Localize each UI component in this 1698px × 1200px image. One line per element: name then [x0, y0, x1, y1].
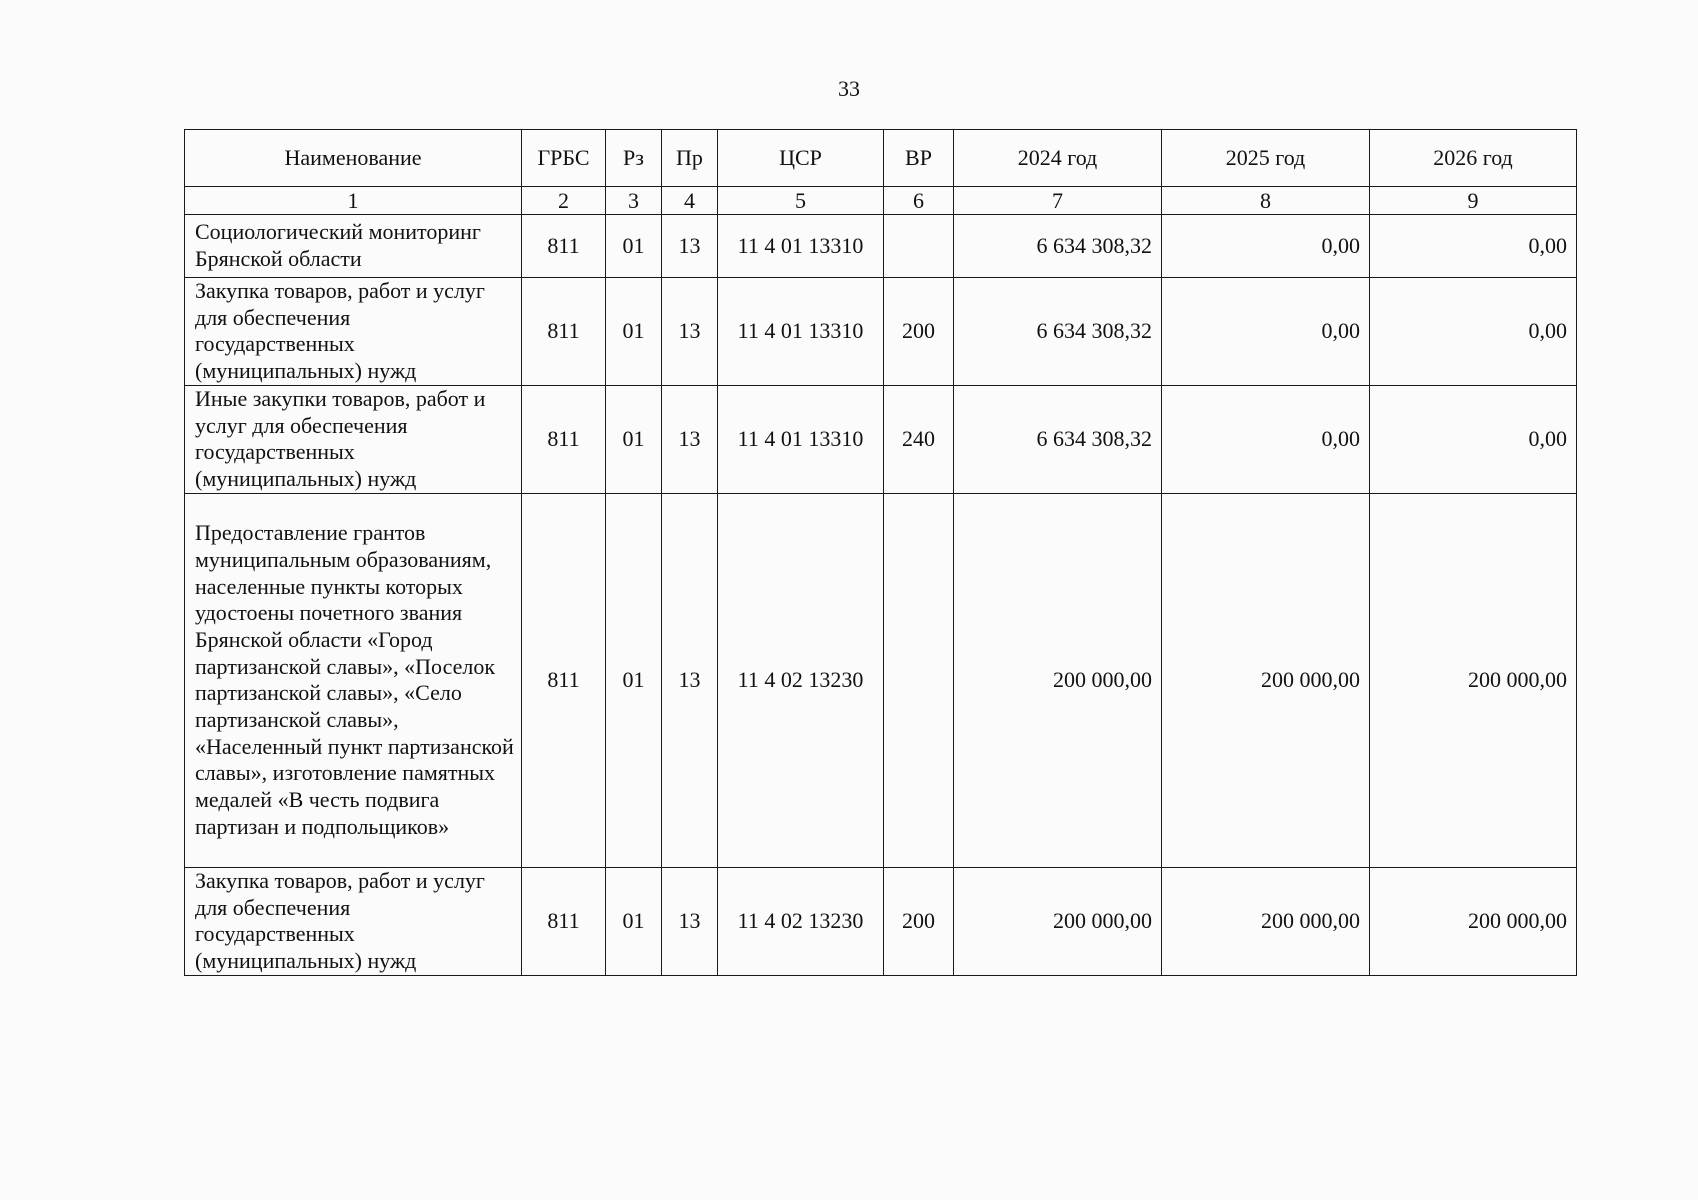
column-number: 2 — [522, 187, 606, 215]
row-name: Социологический мониторинг Брянской области — [185, 215, 522, 278]
pr-cell: 13 — [662, 278, 718, 386]
table-row — [185, 493, 1577, 867]
vr-cell: 200 — [884, 278, 954, 386]
rz-cell: 01 — [606, 493, 662, 867]
rz-cell: 01 — [606, 278, 662, 386]
column-number: 1 — [185, 187, 522, 215]
column-number: 6 — [884, 187, 954, 215]
table-row — [185, 215, 1577, 278]
table-row — [185, 385, 1577, 493]
vr-cell: 240 — [884, 385, 954, 493]
amount-2025-cell: 0,00 — [1162, 278, 1370, 386]
amount-2025-cell: 0,00 — [1162, 385, 1370, 493]
column-header: 2025 год — [1162, 130, 1370, 187]
amount-2024-cell: 6 634 308,32 — [954, 215, 1162, 278]
grbs-cell: 811 — [522, 867, 606, 975]
rz-cell: 01 — [606, 385, 662, 493]
budget-table — [184, 129, 1577, 976]
column-header: 2026 год — [1370, 130, 1577, 187]
rz-cell: 01 — [606, 215, 662, 278]
csr-cell: 11 4 01 13310 — [718, 278, 884, 386]
grbs-cell: 811 — [522, 215, 606, 278]
amount-2025-cell: 200 000,00 — [1162, 493, 1370, 867]
column-header: Наименование — [185, 130, 522, 187]
row-name: Иные закупки товаров, работ и услуг для обеспечения государственных (муниципальных) нужд — [185, 385, 522, 493]
csr-cell: 11 4 01 13310 — [718, 385, 884, 493]
pr-cell: 13 — [662, 385, 718, 493]
pr-cell: 13 — [662, 867, 718, 975]
csr-cell: 11 4 01 13310 — [718, 215, 884, 278]
column-header: Пр — [662, 130, 718, 187]
pr-cell: 13 — [662, 493, 718, 867]
amount-2024-cell: 200 000,00 — [954, 493, 1162, 867]
column-number: 3 — [606, 187, 662, 215]
amount-2024-cell: 200 000,00 — [954, 867, 1162, 975]
row-name: Закупка товаров, работ и услуг для обеспечения государственных (муниципальных) нужд — [185, 867, 522, 975]
amount-2025-cell: 0,00 — [1162, 215, 1370, 278]
column-number: 5 — [718, 187, 884, 215]
column-header: ГРБС — [522, 130, 606, 187]
vr-cell: 200 — [884, 867, 954, 975]
header-row — [185, 130, 1577, 187]
grbs-cell: 811 — [522, 493, 606, 867]
amount-2024-cell: 6 634 308,32 — [954, 385, 1162, 493]
grbs-cell: 811 — [522, 278, 606, 386]
pr-cell: 13 — [662, 215, 718, 278]
grbs-cell: 811 — [522, 385, 606, 493]
column-header: 2024 год — [954, 130, 1162, 187]
column-header: Рз — [606, 130, 662, 187]
column-number: 8 — [1162, 187, 1370, 215]
column-number: 7 — [954, 187, 1162, 215]
row-name: Закупка товаров, работ и услуг для обеспечения государственных (муниципальных) нужд — [185, 278, 522, 386]
amount-2026-cell: 0,00 — [1370, 215, 1577, 278]
amount-2026-cell: 200 000,00 — [1370, 493, 1577, 867]
amount-2024-cell: 6 634 308,32 — [954, 278, 1162, 386]
page-number: 33 — [838, 76, 860, 101]
row-name: Предоставление грантов муниципальным образованиям, населенные пункты которых удостоены почетного звания Брянской области «Город партизанской славы», «Поселок партизанской славы», «Село партизанской славы», «Населенный пункт партизанской славы», изготовление памятных медалей «В честь подвига партизан и подпольщиков» — [185, 493, 522, 867]
column-header: ВР — [884, 130, 954, 187]
csr-cell: 11 4 02 13230 — [718, 867, 884, 975]
rz-cell: 01 — [606, 867, 662, 975]
amount-2026-cell: 200 000,00 — [1370, 867, 1577, 975]
table-row — [185, 278, 1577, 386]
column-number: 9 — [1370, 187, 1577, 215]
column-header: ЦСР — [718, 130, 884, 187]
csr-cell: 11 4 02 13230 — [718, 493, 884, 867]
column-number: 4 — [662, 187, 718, 215]
vr-cell — [884, 493, 954, 867]
vr-cell — [884, 215, 954, 278]
amount-2026-cell: 0,00 — [1370, 278, 1577, 386]
amount-2025-cell: 200 000,00 — [1162, 867, 1370, 975]
column-number-row — [185, 187, 1577, 215]
table-row — [185, 867, 1577, 975]
amount-2026-cell: 0,00 — [1370, 385, 1577, 493]
